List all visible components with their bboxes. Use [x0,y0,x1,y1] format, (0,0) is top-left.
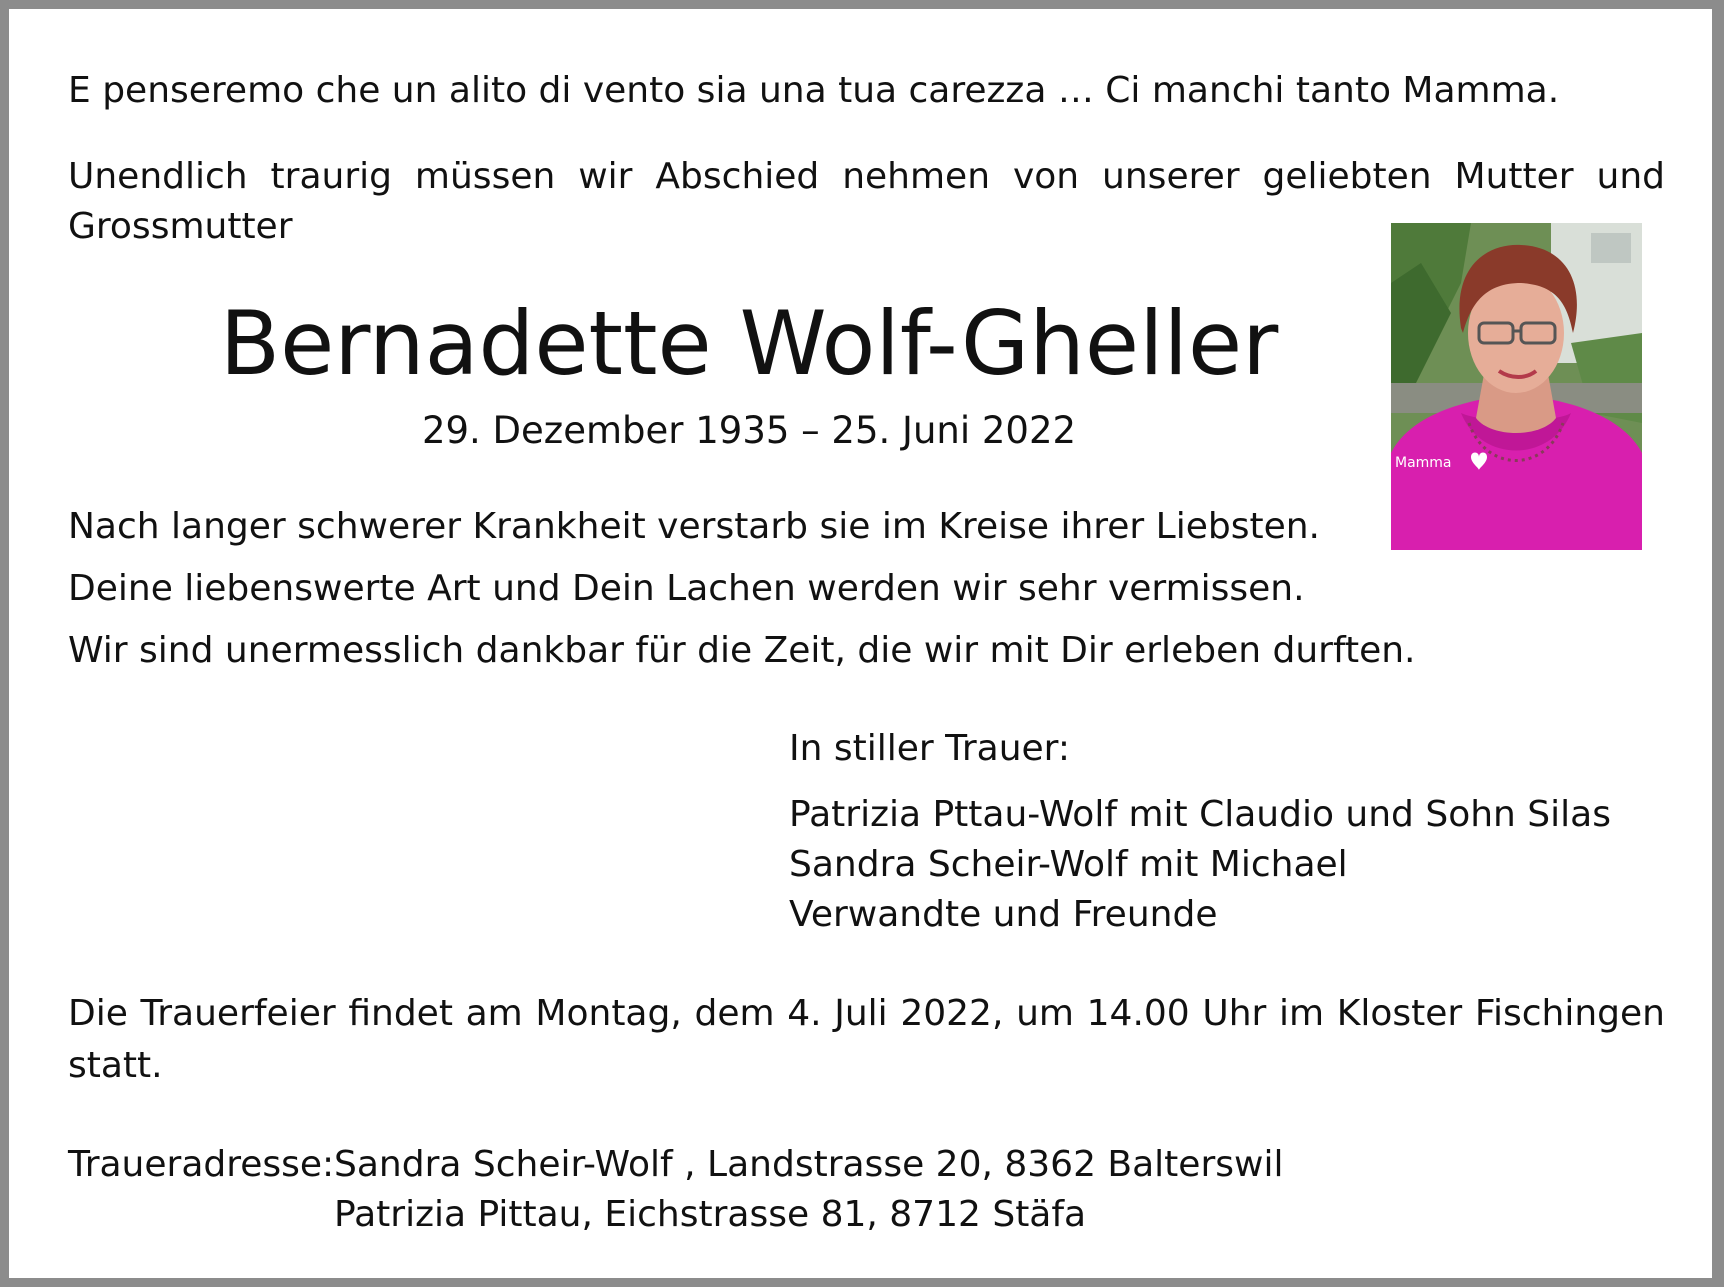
mourner-name: Sandra Scheir-Wolf mit Michael [789,844,1348,885]
address-label: Traueradresse: [68,1144,335,1185]
ceremony-line-2: statt. [68,1045,163,1086]
mourner-name: Patrizia Pttau-Wolf mit Claudio und Sohn Silas [789,794,1611,835]
intro-line-1: Unendlich traurig müssen wir Abschied nehmen von unserer geliebten Mutter und [68,156,1665,197]
ceremony-line-1: Die Trauerfeier findet am Montag, dem 4. Juli 2022, um 14.00 Uhr im Kloster Fischingen [68,993,1665,1034]
mourners-heading: In stiller Trauer: [789,728,1070,769]
portrait-photo [1391,223,1642,550]
address-line-1: Sandra Scheir-Wolf , Landstrasse 20, 8362 Balterswil [334,1144,1284,1185]
text-line-3: Wir sind unermesslich dankbar für die Zeit, die wir mit Dir erleben durften. [68,630,1416,671]
intro-line-2: Grossmutter [68,206,293,247]
life-dates: 29. Dezember 1935 – 25. Juni 2022 [421,409,1077,452]
mourner-name: Verwandte und Freunde [789,894,1218,935]
photo-caption: Mamma [1395,455,1452,471]
obituary-card [9,9,1712,1278]
text-line-1: Nach langer schwerer Krankheit verstarb sie im Kreise ihrer Liebsten. [68,506,1321,547]
deceased-name: Bernadette Wolf-Gheller [219,292,1279,395]
quote-text: E penseremo che un alito di vento sia una tua carezza … Ci manchi tanto Mamma. [68,70,1560,111]
address-line-2: Patrizia Pittau, Eichstrasse 81, 8712 Stäfa [334,1194,1087,1235]
text-line-2: Deine liebenswerte Art und Dein Lachen werden wir sehr vermissen. [68,568,1305,609]
